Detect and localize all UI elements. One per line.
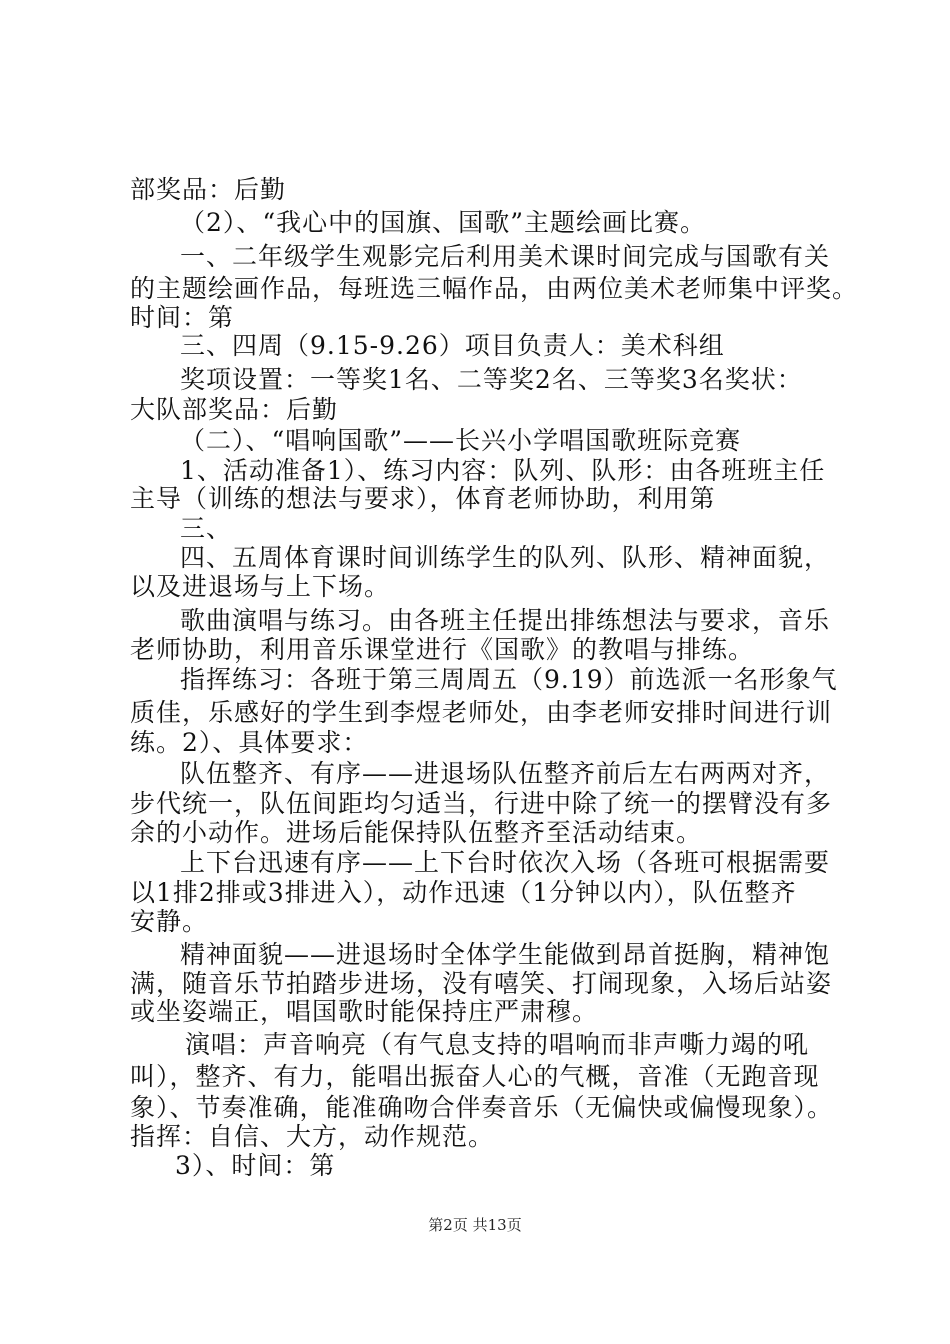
section-heading: （二）、“唱响国歌”——长兴小学唱国歌班际竞赛 — [180, 426, 742, 455]
text-line: （2）、“我心中的国旗、国歌”主题绘画比赛。 — [180, 208, 706, 237]
text-line: 指挥：自信、大方，动作规范。 — [130, 1122, 495, 1151]
text-line: 质佳，乐感好的学生到李煜老师处，由李老师安排时间进行训 — [130, 698, 833, 727]
text-line: 四、五周体育课时间训练学生的队列、队形、精神面貌， — [180, 543, 831, 572]
text-line: 象）、节奏准确，能准确吻合伴奏音乐（无偏快或偏慢现象）。 — [130, 1093, 834, 1122]
text-line: 满，随音乐节拍踏步进场，没有嘻笑、打闹现象，入场后站姿 — [130, 969, 833, 998]
text-line: 叫），整齐、有力，能唱出振奋人心的气概，音准（无跑音现 — [130, 1062, 820, 1091]
text-line: 练。2）、具体要求： — [130, 728, 369, 757]
text-line: 演唱：声音响亮（有气息支持的唱响而非声嘶力竭的吼 — [185, 1030, 810, 1059]
text-line: 大队部奖品：后勤 — [130, 395, 339, 424]
text-line: 时间：第 — [130, 303, 235, 332]
text-line: 步代统一，队伍间距均匀适当，行进中除了统一的摆臂没有多 — [130, 789, 833, 818]
text-line: 以及进退场与上下场。 — [130, 572, 391, 601]
text-line: 部奖品：后勤 — [130, 175, 287, 204]
text-line: 三、四周（9.15-9.26）项目负责人：美术科组 — [180, 331, 725, 360]
text-line: 三、 — [180, 514, 233, 543]
text-line: 的主题绘画作品，每班选三幅作品，由两位美术老师集中评奖。 — [130, 274, 859, 303]
text-line: 奖项设置：一等奖1名、二等奖2名、三等奖3名奖状： — [180, 365, 803, 394]
text-line: 主导（训练的想法与要求），体育老师协助，利用第 — [130, 484, 716, 513]
text-line: 以1排2排或3排进入），动作迅速（1分钟以内），队伍整齐 — [130, 878, 797, 907]
text-line: 老师协助，利用音乐课堂进行《国歌》的教唱与排练。 — [130, 635, 755, 664]
text-line: 歌曲演唱与练习。由各班主任提出排练想法与要求，音乐 — [180, 606, 831, 635]
text-line: 余的小动作。进场后能保持队伍整齐至活动结束。 — [130, 818, 703, 847]
text-line: 上下台迅速有序——上下台时依次入场（各班可根据需要 — [180, 848, 831, 877]
text-line: 队伍整齐、有序——进退场队伍整齐前后左右两两对齐， — [180, 759, 831, 788]
text-line: 1、活动准备1）、练习内容：队列、队形：由各班班主任 — [180, 456, 826, 485]
text-line: 指挥练习：各班于第三周周五（9.19）前选派一名形象气 — [180, 665, 838, 694]
text-line: 安静。 — [130, 907, 209, 936]
text-line: 或坐姿端正，唱国歌时能保持庄严肃穆。 — [130, 997, 599, 1026]
text-line: 3）、时间：第 — [175, 1151, 336, 1180]
page-number-footer: 第2页 共13页 — [428, 1216, 522, 1234]
text-line: 精神面貌——进退场时全体学生能做到昂首挺胸，精神饱 — [180, 940, 831, 969]
text-line: 一、二年级学生观影完后利用美术课时间完成与国歌有关 — [180, 242, 831, 271]
